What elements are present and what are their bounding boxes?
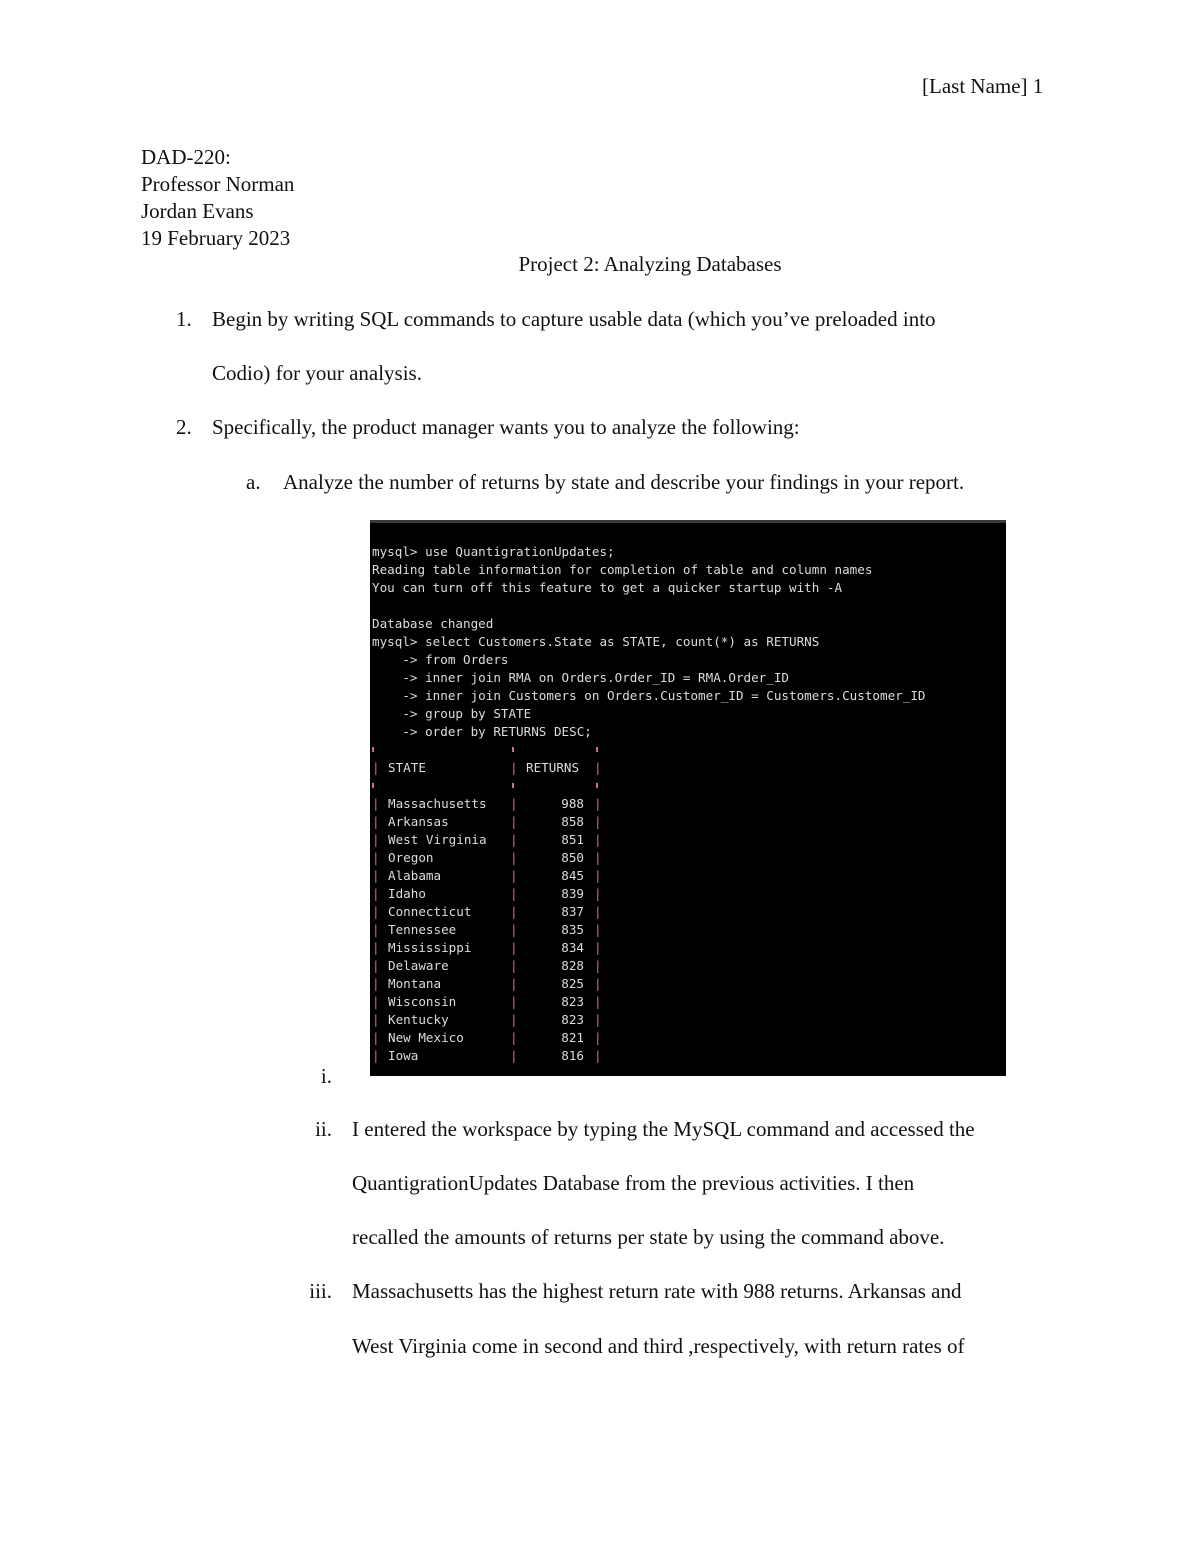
state-cell: Massachusetts: [388, 796, 487, 811]
table-row: | Mississippi | 834 |: [372, 940, 602, 955]
table-row: | Delaware | 828 |: [372, 958, 602, 973]
item-iii-line-2: West Virginia come in second and third ,respectively, with return rates of: [352, 1334, 965, 1358]
table-row: | New Mexico | 821 |: [372, 1030, 602, 1045]
returns-cell: 825: [561, 976, 584, 991]
item-iii-line-1: Massachusetts has the highest return rate with 988 returns. Arkansas and: [352, 1279, 962, 1303]
table-border-top: [372, 741, 612, 759]
list-marker-a: a.: [246, 470, 261, 494]
terminal-line: -> inner join RMA on Orders.Order_ID = RMA.Order_ID: [372, 670, 790, 685]
terminal-line: mysql> use QuantigrationUpdates;: [372, 544, 615, 559]
column-header-returns: RETURNS: [526, 760, 580, 775]
state-cell: New Mexico: [388, 1030, 464, 1045]
table-row: | Montana | 825 |: [372, 976, 602, 991]
table-row: | Massachusetts | 988 |: [372, 796, 602, 811]
table-row: | Connecticut | 837 |: [372, 904, 602, 919]
item-a-line-1: Analyze the number of returns by state and describe your findings in your report.: [283, 470, 965, 494]
returns-cell: 839: [561, 886, 584, 901]
course-line: DAD-220:: [141, 145, 231, 169]
table-row: | Kentucky | 823 |: [372, 1012, 602, 1027]
returns-cell: 837: [561, 904, 584, 919]
state-cell: Mississippi: [388, 940, 472, 955]
table-row: | Tennessee | 835 |: [372, 922, 602, 937]
list-marker-i: i.: [320, 1064, 332, 1088]
state-cell: Idaho: [388, 886, 426, 901]
state-cell: Connecticut: [388, 904, 472, 919]
table-row: | West Virginia | 851 |: [372, 832, 602, 847]
student-name: Jordan Evans: [141, 199, 254, 223]
item-2-line-1: Specifically, the product manager wants you to analyze the following:: [212, 415, 800, 439]
table-row: | Wisconsin | 823 |: [372, 994, 602, 1009]
returns-cell: 988: [561, 796, 584, 811]
returns-cell: 851: [561, 832, 584, 847]
item-ii-line-2: QuantigrationUpdates Database from the previous activities. I then: [352, 1171, 915, 1195]
terminal-line: -> from Orders: [372, 652, 509, 667]
terminal-line: -> group by STATE: [372, 706, 532, 721]
column-header-state: STATE: [388, 760, 426, 775]
item-1-line-1: Begin by writing SQL commands to capture usable data (which you’ve preloaded into: [212, 307, 936, 331]
list-marker-iii: iii.: [309, 1279, 332, 1303]
state-cell: Wisconsin: [388, 994, 457, 1009]
table-row: | Arkansas | 858 |: [372, 814, 602, 829]
list-marker-1: 1.: [176, 307, 192, 331]
terminal-line: -> inner join Customers on Orders.Customer_ID = Customers.Customer_ID: [372, 688, 926, 703]
returns-cell: 823: [561, 1012, 584, 1027]
state-cell: West Virginia: [388, 832, 487, 847]
terminal-line: -> order by RETURNS DESC;: [372, 724, 592, 739]
document-title: Project 2: Analyzing Databases: [518, 252, 782, 276]
state-cell: Delaware: [388, 958, 449, 973]
table-header-row: | STATE | RETURNS |: [372, 760, 602, 775]
item-ii-line-3: recalled the amounts of returns per state by using the command above.: [352, 1225, 945, 1249]
state-cell: Oregon: [388, 850, 434, 865]
state-cell: Tennessee: [388, 922, 457, 937]
returns-cell: 816: [561, 1048, 584, 1063]
running-head: [Last Name] 1: [922, 74, 1044, 98]
table-border-mid: [372, 777, 612, 795]
terminal-line: Reading table information for completion of table and column names: [372, 562, 873, 577]
returns-cell: 858: [561, 814, 584, 829]
table-row: | Oregon | 850 |: [372, 850, 602, 865]
state-cell: Kentucky: [388, 1012, 449, 1027]
returns-cell: 834: [561, 940, 584, 955]
state-cell: Montana: [388, 976, 442, 991]
item-ii-line-1: I entered the workspace by typing the MySQL command and accessed the: [352, 1117, 975, 1141]
list-marker-ii: ii.: [315, 1117, 332, 1141]
terminal-line: mysql> select Customers.State as STATE, count(*) as RETURNS: [372, 634, 820, 649]
table-row: | Idaho | 839 |: [372, 886, 602, 901]
state-cell: Arkansas: [388, 814, 449, 829]
table-row: | Alabama | 845 |: [372, 868, 602, 883]
item-1-line-2: Codio) for your analysis.: [212, 361, 422, 385]
date-line: 19 February 2023: [141, 226, 291, 250]
terminal-line: You can turn off this feature to get a quicker startup with -A: [372, 580, 843, 595]
state-cell: Iowa: [388, 1048, 419, 1063]
returns-cell: 821: [561, 1030, 584, 1045]
state-cell: Alabama: [388, 868, 442, 883]
list-marker-2: 2.: [176, 415, 192, 439]
returns-cell: 845: [561, 868, 584, 883]
returns-cell: 823: [561, 994, 584, 1009]
professor-line: Professor Norman: [141, 172, 295, 196]
returns-cell: 850: [561, 850, 584, 865]
returns-cell: 835: [561, 922, 584, 937]
table-row: | Iowa | 816 |: [372, 1048, 602, 1063]
terminal-line: Database changed: [372, 616, 494, 631]
terminal-screenshot: [370, 520, 1006, 1076]
returns-cell: 828: [561, 958, 584, 973]
